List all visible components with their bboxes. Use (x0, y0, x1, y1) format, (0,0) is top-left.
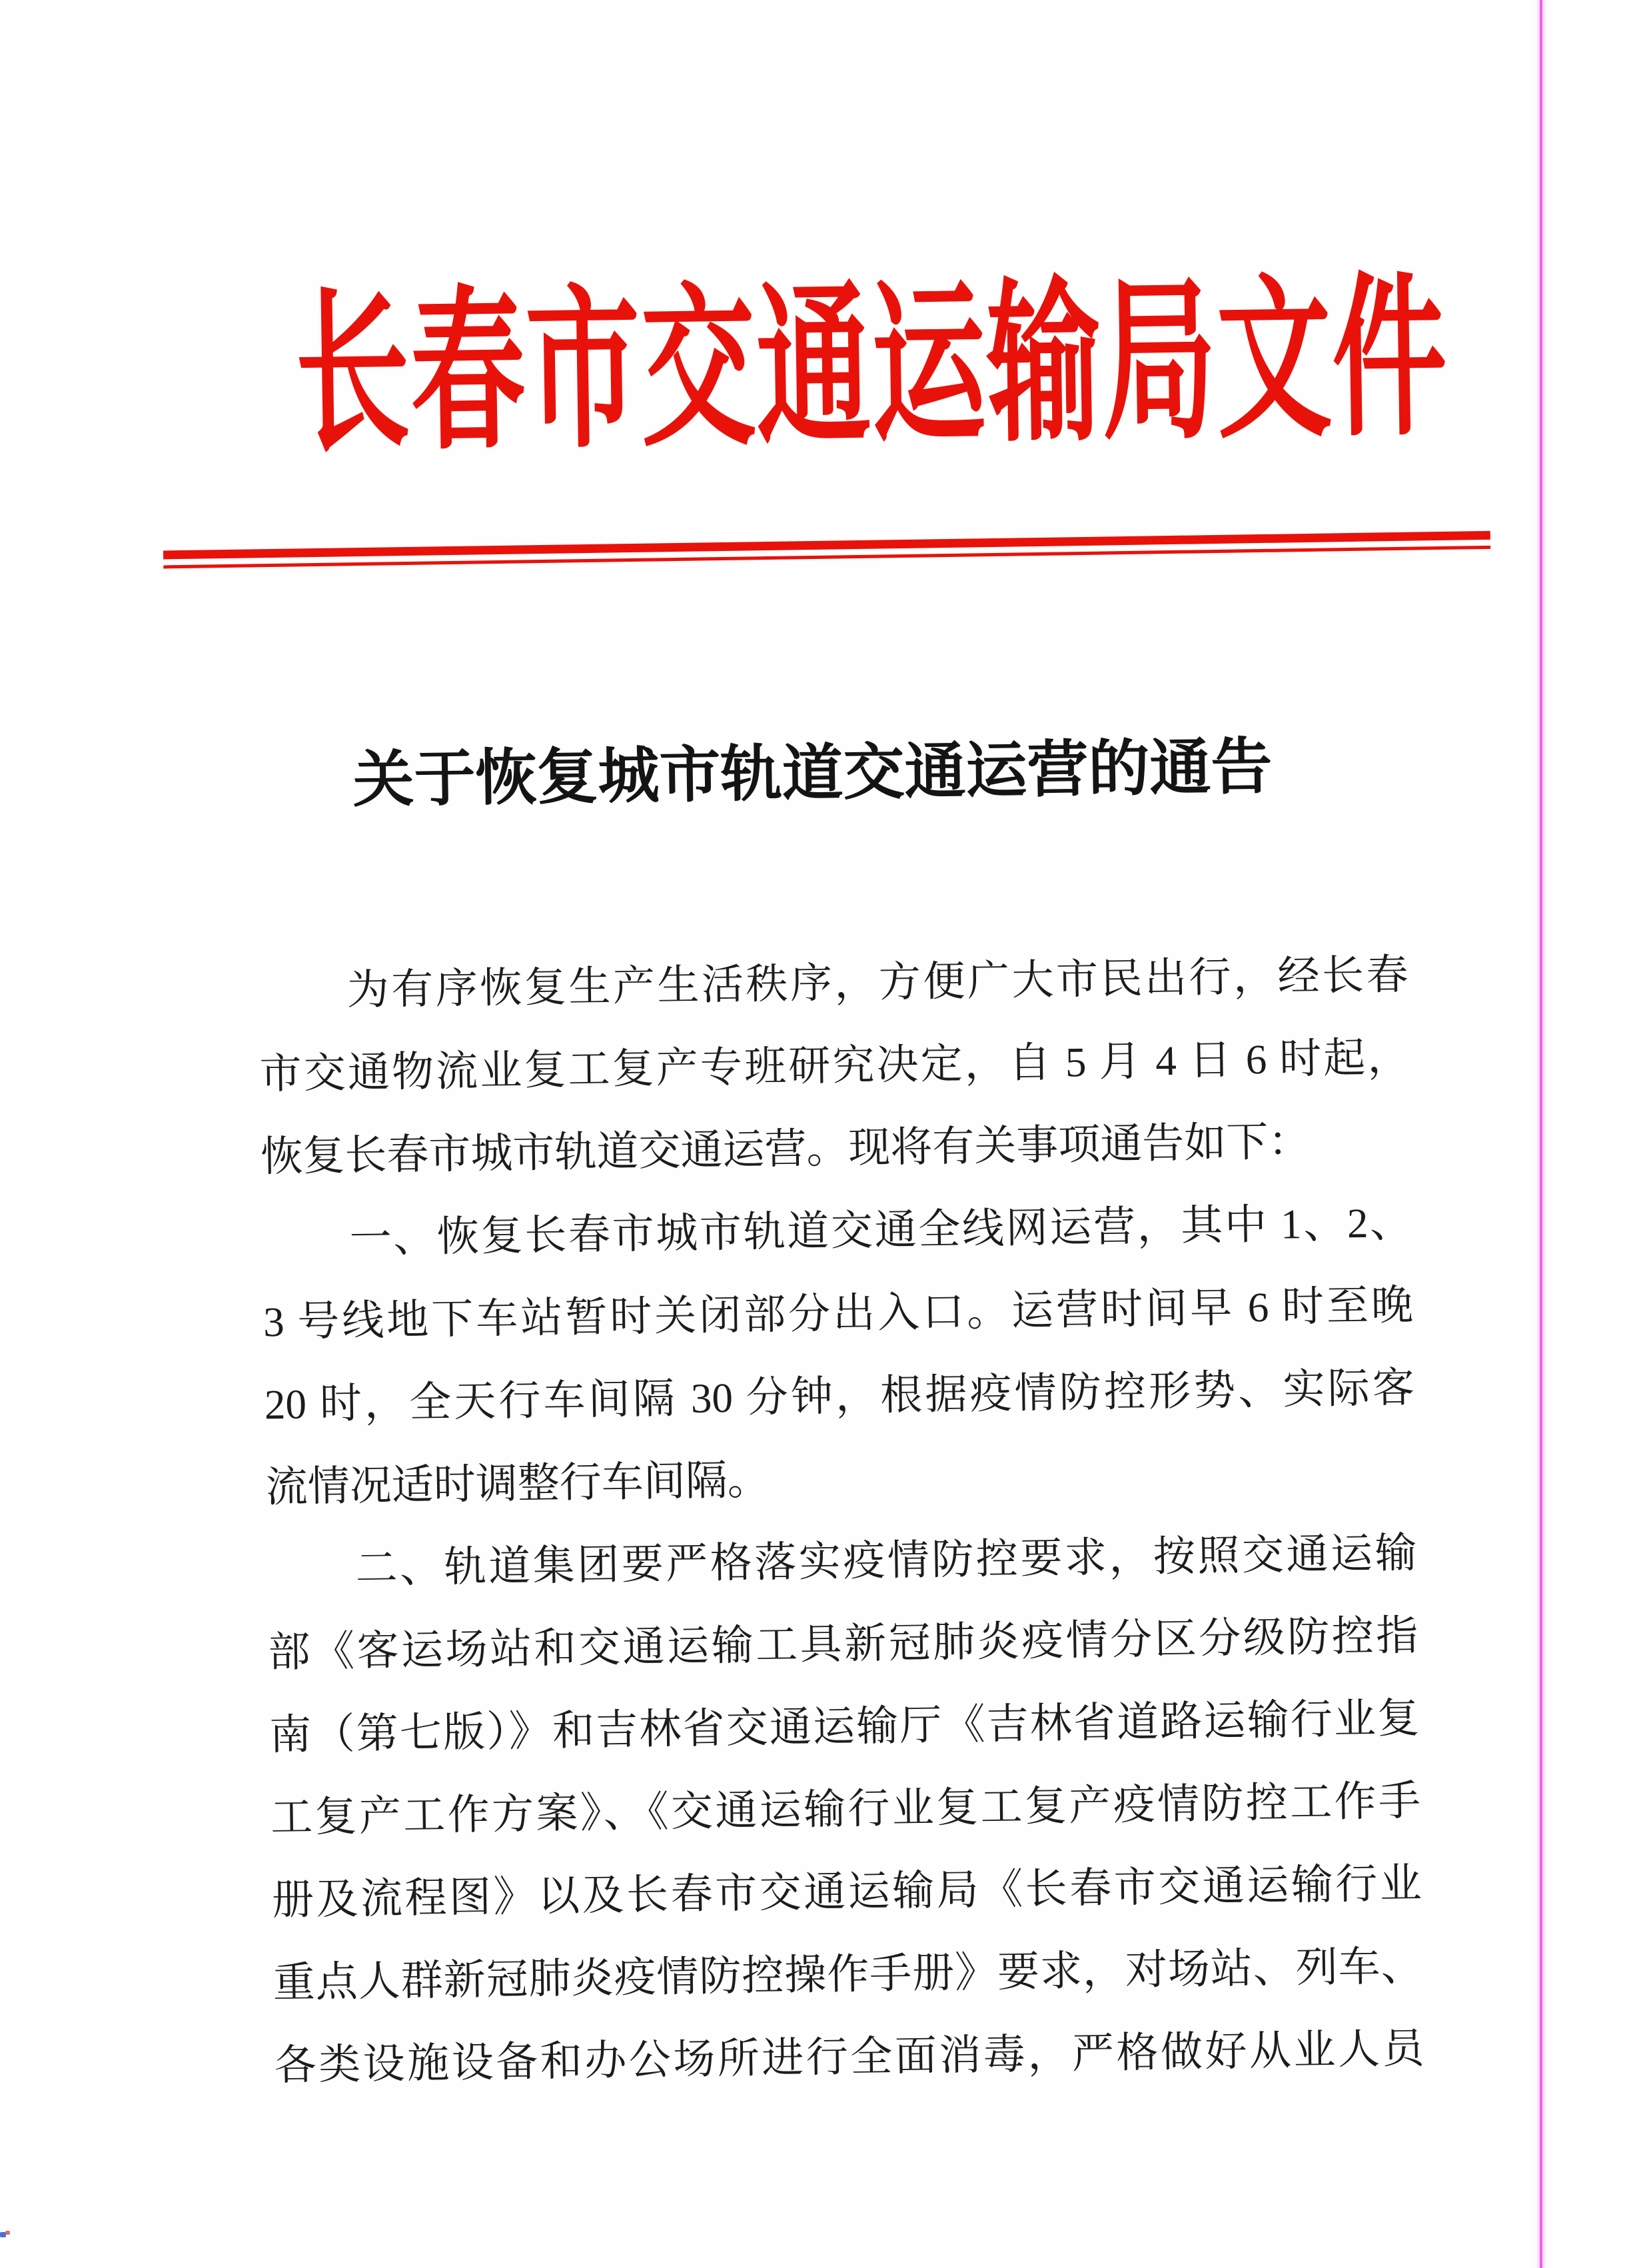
issuing-agency-title: 长春市交通运输局文件 (294, 262, 1449, 473)
body-line: 流情况适时调整行车间隔。 (265, 1456, 770, 1511)
scan-artifact-vertical-line (1540, 0, 1542, 2268)
body-line: 工复产工作方案》、《交通运输行业复工复产疫情防控工作手 (270, 1777, 1421, 1842)
body-line: 重点人群新冠肺炎疫情防控操作手册》要求，对场站、列车、 (272, 1942, 1424, 2007)
body-line: 为有序恢复生产生活秩序，方便广大市民出行，经长春 (258, 951, 1409, 1015)
body-line: 市交通物流业复工复产专班研究决定，自 5 月 4 日 6 时起， (259, 1033, 1410, 1098)
scan-artifact-speck (0, 2231, 11, 2239)
document-body (258, 933, 1425, 2107)
body-line: 20 时，全天行车间隔 30 分钟，根据疫情防控形势、实际客 (264, 1364, 1415, 1428)
body-line: 部《客运场站和交通运输工具新冠肺炎疫情分区分级防控指 (267, 1612, 1418, 1676)
red-divider-line (163, 531, 1490, 569)
body-line: 3 号线地下车站暂时关闭部分出入口。运营时间早 6 时至晚 (263, 1281, 1414, 1346)
scan-artifact-speck-red (5, 2231, 10, 2235)
body-line: 南（第七版）》和吉林省交通运输厅《吉林省道路运输行业复 (269, 1694, 1420, 1759)
body-line: 恢复长春市城市轨道交通运营。现将有关事项通告如下： (260, 1118, 1311, 1181)
red-letterhead (0, 262, 1622, 473)
document-title: 关于恢复城市轨道交通运营的通告 (352, 732, 1273, 815)
body-line: 一、恢复长春市城市轨道交通全线网运营，其中 1、2、 (261, 1199, 1412, 1263)
body-line: 册及流程图》以及长春市交通运输局《长春市交通运输行业 (271, 1860, 1422, 1924)
body-line: 二、轨道集团要严格落实疫情防控要求，按照交通运输 (267, 1529, 1417, 1594)
body-line: 各类设施设备和办公场所进行全面消毒，严格做好从业人员 (274, 2025, 1425, 2089)
